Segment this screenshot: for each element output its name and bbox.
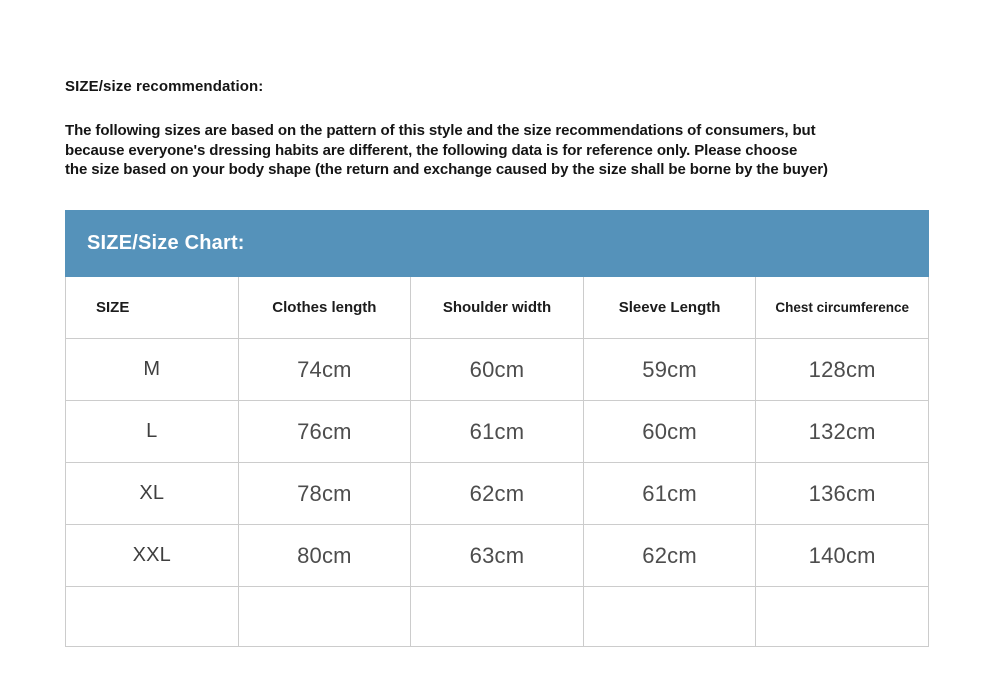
paragraph-line: because everyone's dressing habits are different, the following data is for reference only. Please choose — [65, 141, 798, 159]
chest-circumference-cell — [756, 587, 929, 647]
sleeve-length-cell — [583, 587, 756, 647]
shoulder-width-cell — [411, 587, 584, 647]
clothes-length-cell: 78cm — [238, 463, 411, 525]
header-cell-sleeve-length: Sleeve Length — [583, 277, 756, 339]
clothes-length-cell: 80cm — [238, 525, 411, 587]
table-row-m — [66, 339, 929, 401]
header-cell-chest-circumference: Chest circumference — [756, 277, 929, 339]
size-label-cell: XL — [66, 463, 239, 525]
table-row-xl — [66, 463, 929, 525]
clothes-length-cell — [238, 587, 411, 647]
size-table — [65, 277, 929, 648]
clothes-length-cell: 76cm — [238, 401, 411, 463]
table-row-empty — [66, 587, 929, 647]
chest-circumference-cell: 132cm — [756, 401, 929, 463]
chest-circumference-cell: 128cm — [756, 339, 929, 401]
chest-circumference-cell: 136cm — [756, 463, 929, 525]
size-recommendation-heading: SIZE/size recommendation: — [65, 78, 264, 95]
sleeve-length-cell: 61cm — [583, 463, 756, 525]
shoulder-width-cell: 61cm — [411, 401, 584, 463]
chest-circumference-cell: 140cm — [756, 525, 929, 587]
size-label-cell: M — [66, 339, 239, 401]
shoulder-width-cell: 62cm — [411, 463, 584, 525]
header-cell-size: SIZE — [66, 277, 239, 339]
sleeve-length-cell: 62cm — [583, 525, 756, 587]
clothes-length-cell: 74cm — [238, 339, 411, 401]
size-chart — [65, 210, 929, 648]
paragraph-line: The following sizes are based on the pattern of this style and the size recommendations of consumers, but — [65, 122, 816, 139]
size-chart-title-bar — [65, 210, 929, 277]
size-label-cell: L — [66, 401, 239, 463]
size-disclaimer-paragraph — [65, 121, 932, 180]
size-label-cell: XXL — [66, 525, 239, 587]
shoulder-width-cell: 63cm — [411, 525, 584, 587]
size-label-cell — [66, 587, 239, 647]
table-row-xxl — [66, 525, 929, 587]
table-header-row — [66, 277, 929, 339]
paragraph-line: the size based on your body shape (the return and exchange caused by the size shall be borne by the buyer) — [65, 161, 828, 178]
shoulder-width-cell: 60cm — [411, 339, 584, 401]
sleeve-length-cell: 60cm — [583, 401, 756, 463]
table-row-l — [66, 401, 929, 463]
size-chart-title: SIZE/Size Chart: — [87, 231, 245, 254]
sleeve-length-cell: 59cm — [583, 339, 756, 401]
header-cell-shoulder-width: Shoulder width — [411, 277, 584, 339]
header-cell-clothes-length: Clothes length — [238, 277, 411, 339]
